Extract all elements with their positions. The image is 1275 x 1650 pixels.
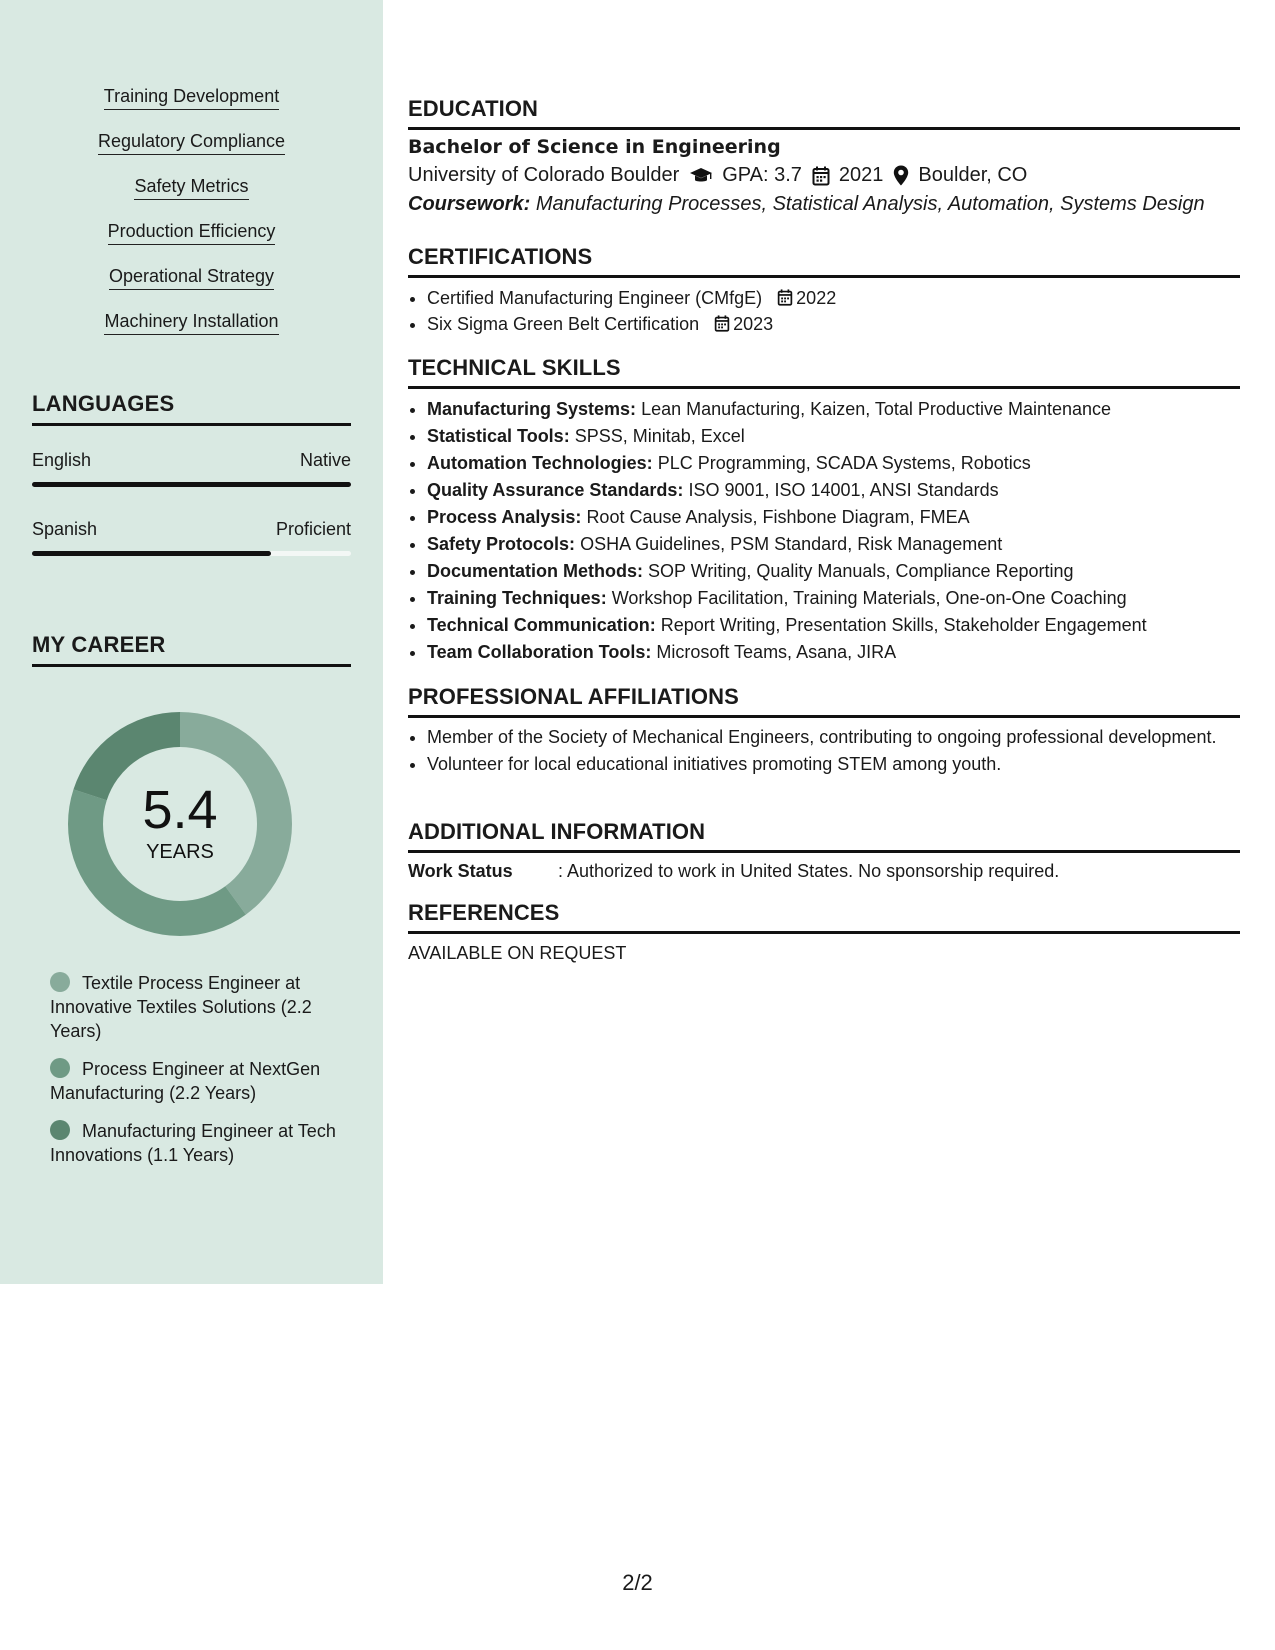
technical-skill-label: Documentation Methods: — [427, 561, 643, 581]
technical-skill-value: Lean Manufacturing, Kaizen, Total Productive Maintenance — [641, 399, 1112, 419]
technical-skill-item — [427, 504, 1240, 531]
coursework — [408, 193, 1240, 216]
technical-skill-label: Quality Assurance Standards: — [427, 480, 684, 500]
gpa: GPA: 3.7 — [722, 164, 802, 186]
references-heading: REFERENCES — [408, 900, 1240, 934]
coursework-list: Manufacturing Processes, Statistical Analysis, Automation, Systems Design — [535, 193, 1205, 215]
technical-skill-value: Root Cause Analysis, Fishbone Diagram, FMEA — [586, 507, 970, 527]
language-level: Proficient — [275, 519, 351, 539]
certification-year: 2023 — [733, 314, 774, 334]
career-total — [66, 710, 294, 938]
career-total-unit: YEARS — [146, 840, 214, 863]
career-legend-text: Manufacturing Engineer at Tech Innovations (1.1 Years) — [50, 1121, 336, 1165]
affiliations-heading: PROFESSIONAL AFFILIATIONS — [408, 684, 1240, 718]
technical-skills-list — [408, 396, 1240, 666]
languages-heading: LANGUAGES — [32, 391, 351, 426]
language-name: English — [32, 450, 92, 470]
technical-skill-item — [427, 423, 1240, 450]
career-legend-item — [50, 971, 340, 1043]
affiliation-item: • Member of the Society of Mechanical Engineers, contributing to ongoing professional development. — [427, 725, 1240, 749]
technical-skill-item — [427, 639, 1240, 666]
affiliations-list — [408, 725, 1240, 776]
education-entry — [408, 136, 1240, 216]
education-location: Boulder, CO — [918, 164, 1028, 186]
technical-skill-label: Automation Technologies: — [427, 453, 653, 473]
graduation-cap-icon — [689, 167, 713, 185]
references-text: AVAILABLE ON REQUEST — [408, 943, 627, 963]
skill-item: Machinery Installation — [104, 309, 278, 335]
career-legend-text: Textile Process Engineer at Innovative Textiles Solutions (2.2 Years) — [50, 973, 312, 1041]
technical-skill-label: Safety Protocols: — [427, 534, 576, 554]
work-status-label: Work Status — [408, 861, 513, 881]
certification-date — [714, 314, 773, 334]
calendar-icon — [777, 289, 793, 306]
technical-skill-item — [427, 477, 1240, 504]
language-proficiency-bar — [32, 482, 351, 487]
skills-list — [0, 84, 383, 354]
calendar-icon — [714, 315, 730, 332]
technical-skill-label: Process Analysis: — [427, 507, 582, 527]
technical-skill-label: Manufacturing Systems: — [427, 399, 637, 419]
sidebar — [0, 0, 383, 1284]
technical-skill-item — [427, 531, 1240, 558]
language-spanish — [32, 519, 351, 556]
calendar-icon — [812, 166, 830, 186]
technical-skill-value: SOP Writing, Quality Manuals, Compliance Reporting — [648, 561, 1074, 581]
technical-skill-label: Technical Communication: — [427, 615, 656, 635]
certification-item — [427, 285, 1240, 311]
work-status-value: : Authorized to work in United States. No sponsorship required. — [558, 861, 1060, 881]
career-legend-text: Process Engineer at NextGen Manufacturing (2.2 Years) — [50, 1059, 321, 1103]
legend-dot-icon — [50, 972, 70, 992]
language-level: Native — [299, 450, 351, 470]
coursework-label: Coursework: — [408, 193, 531, 215]
technical-skill-value: Report Writing, Presentation Skills, Stakeholder Engagement — [660, 615, 1147, 635]
technical-skill-item — [427, 585, 1240, 612]
technical-skill-item — [427, 396, 1240, 423]
language-proficiency-fill — [32, 551, 271, 556]
technical-skill-item — [427, 450, 1240, 477]
certification-item — [427, 311, 1240, 337]
technical-skill-value: OSHA Guidelines, PSM Standard, Risk Management — [580, 534, 1003, 554]
location-pin-icon — [893, 165, 909, 186]
technical-skill-value: ISO 9001, ISO 14001, ANSI Standards — [688, 480, 999, 500]
technical-skills-heading: TECHNICAL SKILLS — [408, 355, 1240, 389]
language-proficiency-fill — [32, 482, 351, 487]
technical-skill-value: SPSS, Minitab, Excel — [574, 426, 745, 446]
affiliation-item: • Volunteer for local educational initiatives promoting STEM among youth. — [427, 752, 1240, 776]
skill-item: Production Efficiency — [108, 219, 276, 245]
education-heading: EDUCATION — [408, 96, 1240, 130]
additional-info-heading: ADDITIONAL INFORMATION — [408, 819, 1240, 853]
certification-name: Certified Manufacturing Engineer (CMfgE) — [427, 288, 763, 308]
education-details — [408, 164, 1240, 187]
school-name: University of Colorado Boulder — [408, 164, 680, 186]
technical-skill-label: Team Collaboration Tools: — [427, 642, 652, 662]
certification-name: Six Sigma Green Belt Certification — [427, 314, 700, 334]
career-legend — [50, 971, 340, 1181]
work-status — [408, 861, 1240, 882]
technical-skill-value: PLC Programming, SCADA Systems, Robotics — [657, 453, 1031, 473]
language-english — [32, 450, 351, 487]
technical-skill-item — [427, 612, 1240, 639]
technical-skill-value: Workshop Facilitation, Training Materials, One-on-One Coaching — [611, 588, 1127, 608]
certifications-list — [408, 285, 1240, 337]
career-legend-item — [50, 1057, 340, 1105]
skill-item: Training Development — [104, 84, 279, 110]
certifications-heading: CERTIFICATIONS — [408, 244, 1240, 278]
certification-year: 2022 — [796, 288, 837, 308]
technical-skill-value: Microsoft Teams, Asana, JIRA — [656, 642, 897, 662]
degree-title: Bachelor of Science in Engineering — [408, 136, 781, 158]
skill-item: Safety Metrics — [134, 174, 248, 200]
skill-item: Regulatory Compliance — [98, 129, 285, 155]
skill-item: Operational Strategy — [109, 264, 274, 290]
career-legend-item — [50, 1119, 340, 1167]
technical-skill-item — [427, 558, 1240, 585]
technical-skill-label: Statistical Tools: — [427, 426, 570, 446]
legend-dot-icon — [50, 1058, 70, 1078]
language-proficiency-bar — [32, 551, 351, 556]
page-number: 2/2 — [622, 1570, 653, 1595]
technical-skill-label: Training Techniques: — [427, 588, 607, 608]
graduation-year: 2021 — [838, 164, 884, 186]
language-name: Spanish — [32, 519, 98, 539]
certification-date — [777, 288, 836, 308]
career-total-value: 5.4 — [142, 779, 218, 840]
legend-dot-icon — [50, 1120, 70, 1140]
career-heading: MY CAREER — [32, 632, 351, 667]
